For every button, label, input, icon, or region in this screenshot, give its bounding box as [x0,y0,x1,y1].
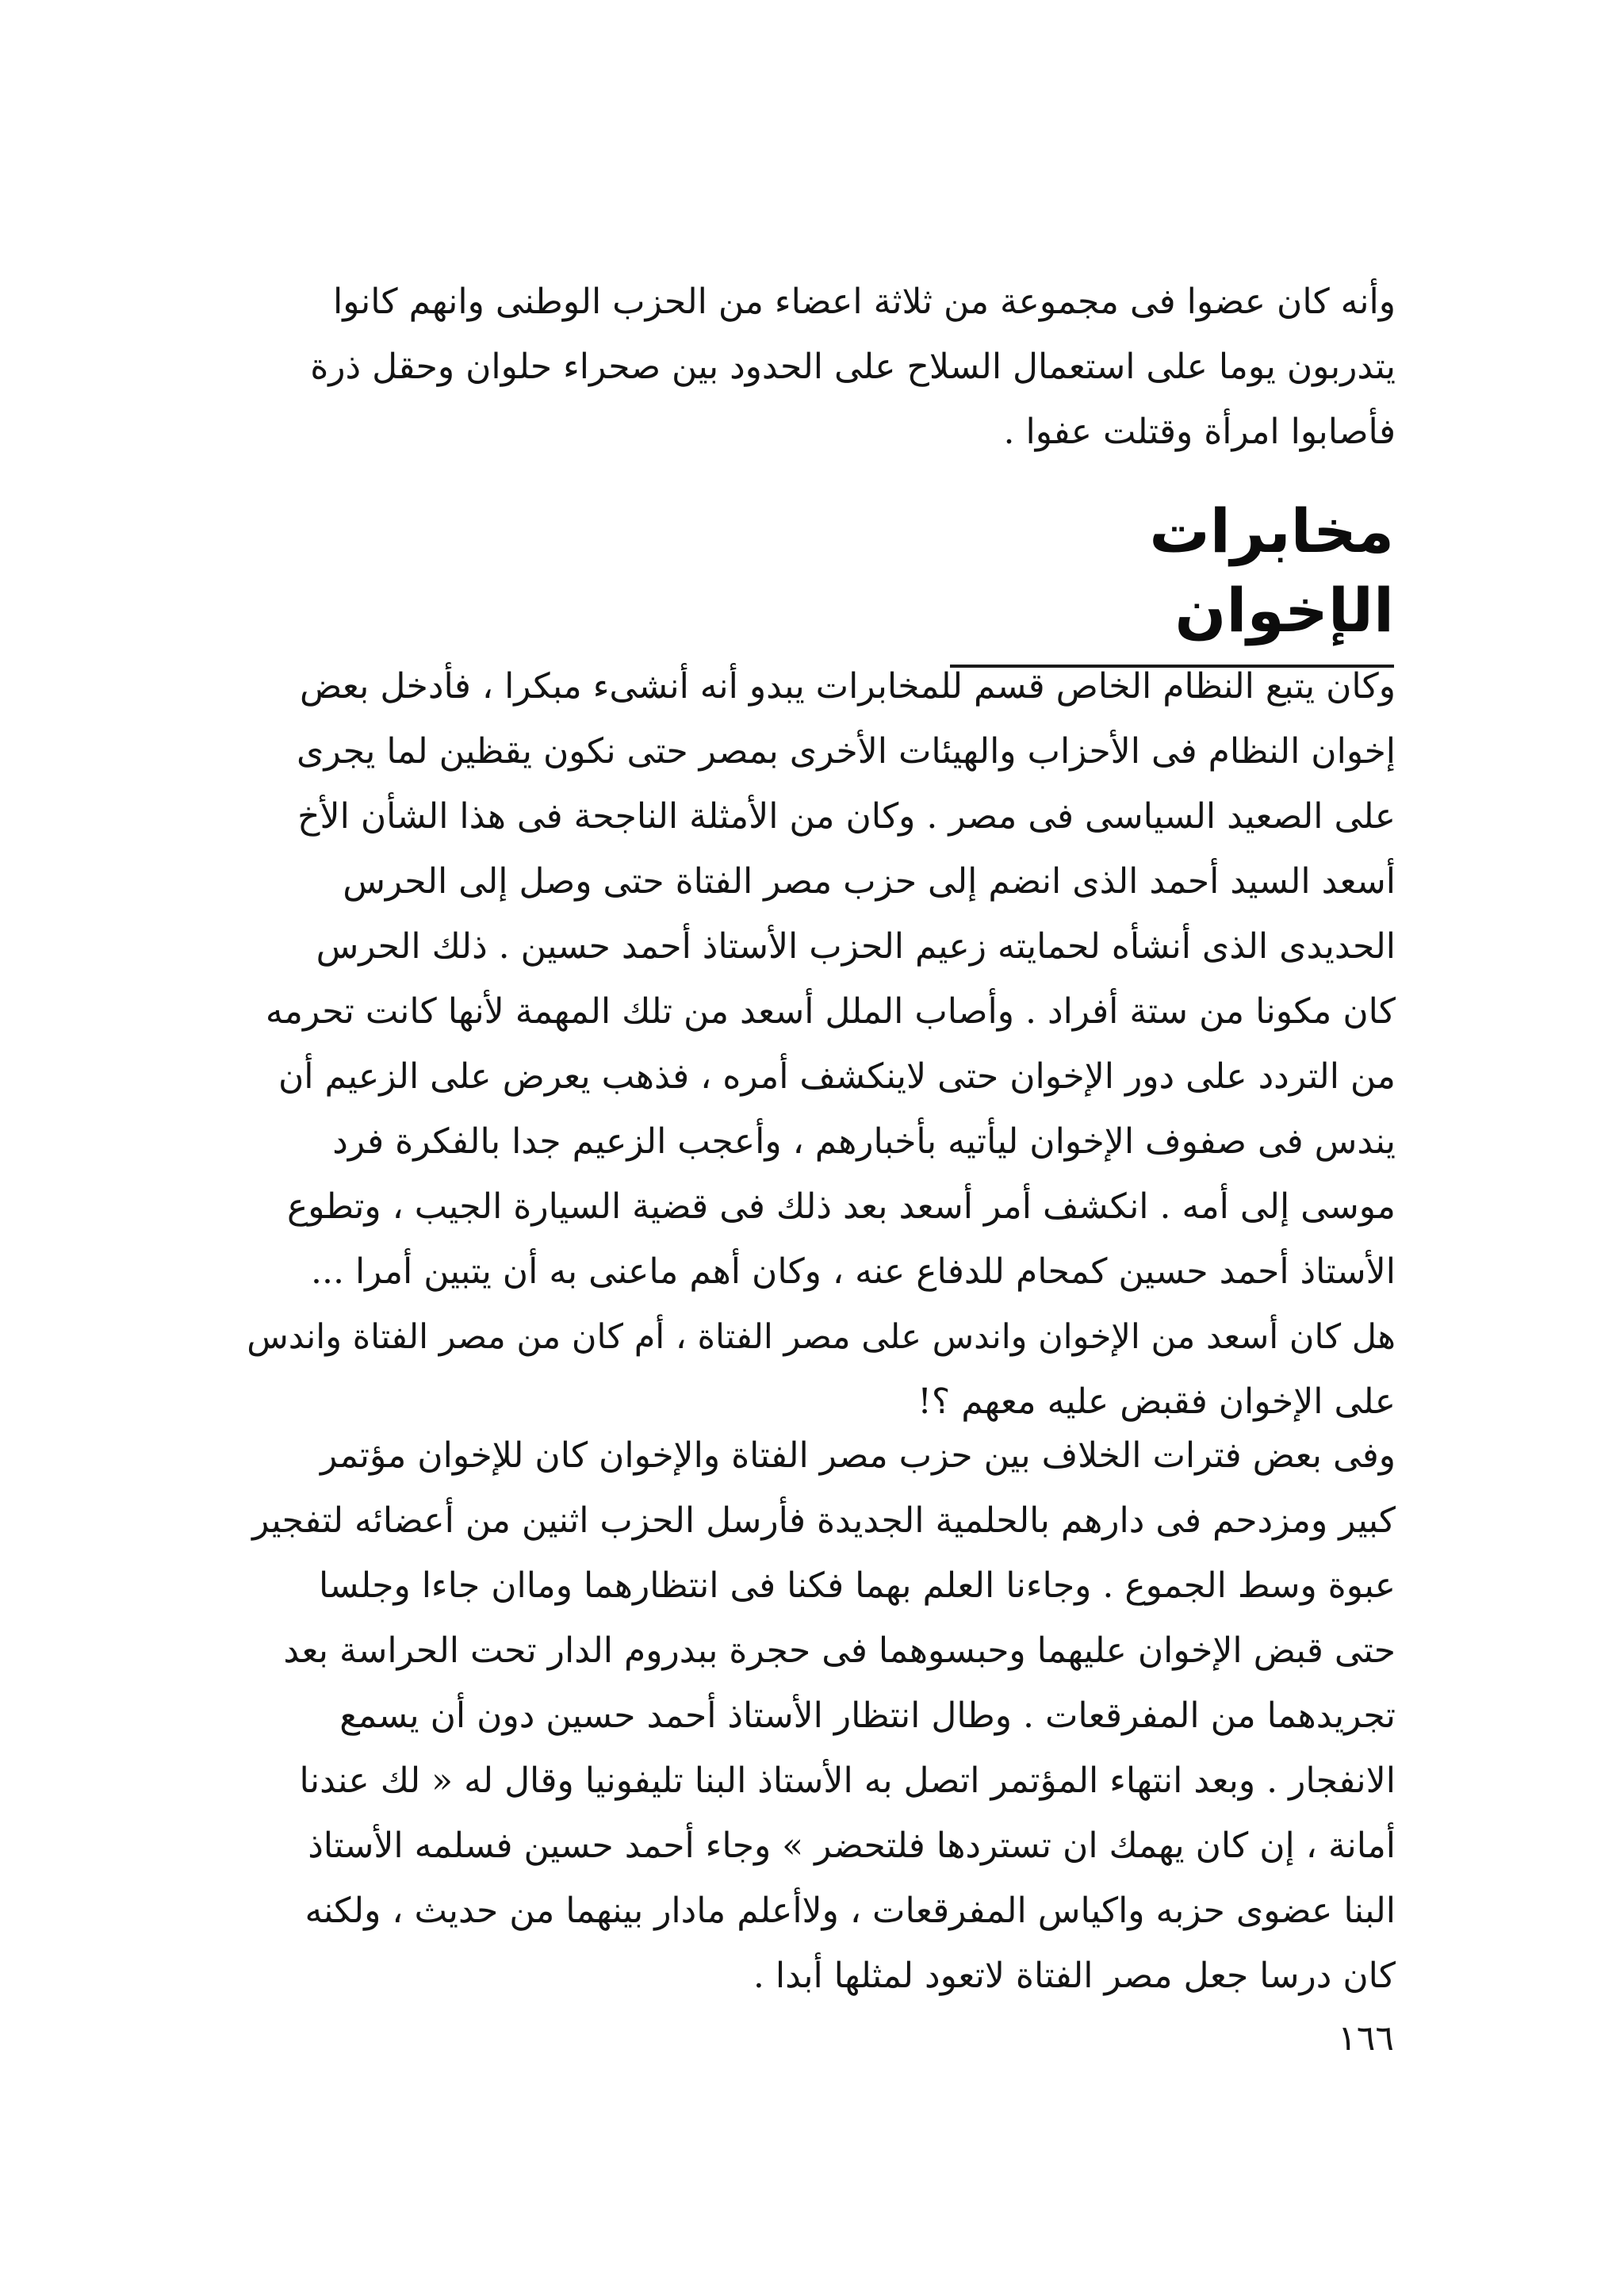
section-heading: مخابرات الإخوان [1149,496,1394,646]
text-line: موسى إلى أمه . انكشف أمر أسعد بعد ذلك فى قضية السيارة الجيب ، وتطوع [287,1186,1396,1227]
text-line: وأنه كان عضوا فى مجموعة من ثلاثة اعضاء من الحزب الوطنى وانهم كانوا [333,282,1396,322]
paragraph-1 [230,654,1396,1435]
section-heading-block [950,492,1394,668]
text-line: حتى قبض الإخوان عليهما وحبسوهما فى حجرة ببدروم الدار تحت الحراسة بعد [283,1630,1396,1671]
text-line: الأستاذ أحمد حسين كمحام للدفاع عنه ، وكان أهم ماعنى به أن يتبين أمرا ... [311,1251,1396,1292]
text-line: كان مكونا من ستة أفراد . وأصاب الملل أسعد من تلك المهمة لأنها كانت تحرمه [265,991,1396,1032]
text-line: البنا عضوى حزبه واكياس المفرقعات ، ولاأعلم مادار بينهما من حديث ، ولكنه [304,1891,1396,1931]
text-line: وفى بعض فترات الخلاف بين حزب مصر الفتاة والإخوان كان للإخوان مؤتمر [320,1435,1396,1476]
paragraph-2 [230,1423,1396,2009]
text-line: يندس فى صفوف الإخوان ليأتيه بأخبارهم ، وأعجب الزعيم جدا بالفكرة فرد [332,1121,1396,1162]
text-line: هل كان أسعد من الإخوان واندس على مصر الفتاة ، أم كان من مصر الفتاة واندس [247,1317,1396,1357]
text-line: تجريدهما من المفرقعات . وطال انتظار الأستاذ أحمد حسين دون أن يسمع [339,1695,1396,1736]
text-line: الحديدى الذى أنشأه لحمايته زعيم الحزب الأستاذ أحمد حسين . ذلك الحرس [316,926,1396,967]
page-number: ١٦٦ [1338,2018,1394,2059]
text-line: الانفجار . وبعد انتهاء المؤتمر اتصل به الأستاذ البنا تليفونيا وقال له « لك عندنا [299,1760,1396,1801]
text-line: كبير ومزدحم فى دارهم بالحلمية الجديدة فأرسل الحزب اثنين من أعضائه لتفجير [252,1500,1396,1541]
text-line: إخوان النظام فى الأحزاب والهيئات الأخرى بمصر حتى نكون يقظين لما يجرى [297,731,1396,772]
text-line: أمانة ، إن كان يهمك ان تستردها فلتحضر » وجاء أحمد حسين فسلمه الأستاذ [308,1826,1396,1866]
text-line: من التردد على دور الإخوان حتى لاينكشف أمره ، فذهب يعرض على الزعيم أن [278,1056,1396,1097]
text-line: أسعد السيد أحمد الذى انضم إلى حزب مصر الفتاة حتى وصل إلى الحرس [343,861,1396,902]
text-line: عبوة وسط الجموع . وجاءنا العلم بهما فكنا فى انتظارهما وماان جاءا وجلسا [319,1565,1396,1606]
text-line: يتدربون يوما على استعمال السلاح على الحدود بين صحراء حلوان وحقل ذرة [310,347,1396,387]
text-line: على الإخوان فقبض عليه معهم ؟! [917,1381,1396,1422]
text-line: فأصابوا امرأة وقتلت عفوا . [1003,412,1396,452]
text-line: كان درسا جعل مصر الفتاة لاتعود لمثلها أبدا . [753,1956,1396,1996]
intro-paragraph [230,270,1396,465]
text-line: وكان يتبع النظام الخاص قسم للمخابرات يبدو أنه أنشىء مبكرا ، فأدخل بعض [299,666,1396,707]
text-line: على الصعيد السياسى فى مصر . وكان من الأمثلة الناجحة فى هذا الشأن الأخ [297,796,1396,837]
